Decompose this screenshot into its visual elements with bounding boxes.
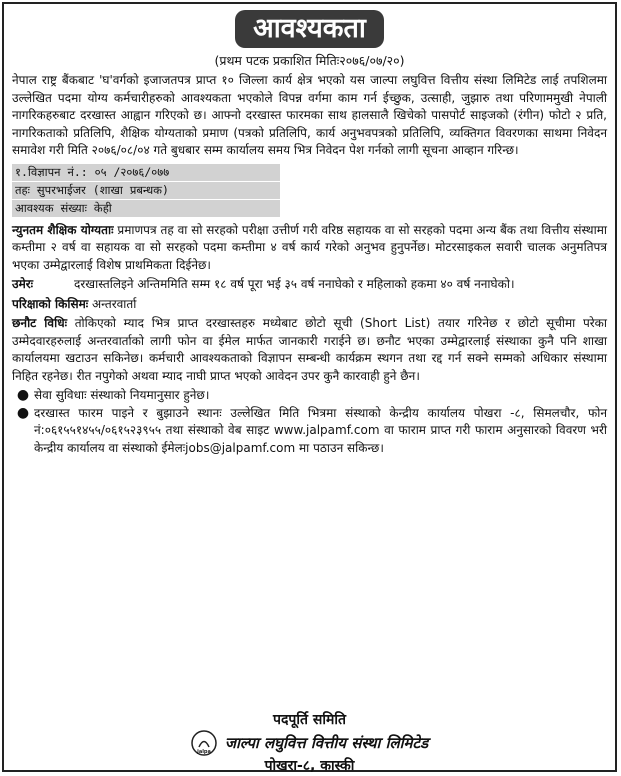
company-address: पोखरा-८, कास्की [264, 758, 355, 774]
notice-title: आवश्यकता [235, 10, 384, 48]
list-item [12, 387, 607, 405]
required-count: आवश्यक संख्याः केही [12, 200, 280, 218]
ad-number: १.विज्ञापन नं.: ०५ /२०७६/०७७ [12, 164, 280, 182]
bullet-list [12, 387, 607, 457]
exam-text: अन्तरवार्ता [88, 296, 137, 311]
age-text: दरखास्तलिइने अन्तिममिति सम्म १८ वर्ष पूरा भई ३५ वर्ष ननाघेको र महिलाको हकमा ४० वर्ष ननाघेको। [74, 277, 515, 291]
position-level: तहः सुपरभाईजर (शाखा प्रबन्धक) [12, 182, 280, 200]
jalpa-logo-icon [191, 730, 217, 756]
selection-section [12, 315, 607, 385]
age-section [12, 276, 607, 294]
exam-section [12, 296, 607, 314]
qualification-section [12, 222, 607, 275]
logo-text: jalpa [197, 749, 211, 755]
selection-text: तोकिएको म्याद भित्र प्राप्त दरखास्तहरु मध्येबाट छोटो सूची (Short List) तयार गरिनेछ र छोटो सूचीमा परेका उम्मेदवारहरुलाई अन्तरवार्ताको लागी फोन वा ईमेल मार्फत जानकारी गराईने छ। छनौट भएका उम्मेद्वारलाई संस्थाका कुनै पनि शाखा कार्यालयमा खटाउन सकिनेछ। कर्मचारी आवश्यकताको विज्ञापन सम्बन्धी कार्यक्रम स्थगन तथा रद्द गर्न सक्ने सम्मको अधिकार संस्थामा निहित रहनेछ। रीत नपुगेको अथवा म्याद नाघी प्राप्त भएको आवेदन उपर कुनै कारवाही हुने छैन। [12, 316, 607, 383]
committee-name: पदपूर्ति समिति [273, 712, 346, 728]
exam-label: परिक्षाको किसिमः [12, 296, 89, 311]
selection-label: छनौट विधिः [12, 316, 67, 330]
company-name: जाल्पा लघुवित्त वित्तीय संस्था लिमिटेड [224, 734, 429, 752]
intro-paragraph: नेपाल राष्ट्र बैंकबाट 'घ'वर्गको इजाजतपत्र प्राप्त १० जिल्ला कार्य क्षेत्र भएको यस जाल्पा लघुवित्त वित्तीय संस्था लिमिटेड लाई तपशिलमा उल्लेखित पदमा योग्य कर्मचारीहरुको आवश्यकता भएकोले विपन्न वर्गमा काम गर्न ईच्छुक, उत्साही, जुझारु तथा परिणाममुखी नेपाली नागरिकहरुबाट दरखास्त आह्वान गरिएको छ। आफ्नो दरखास्त फारमका साथ हालसालै खिचेको पासपोर्ट साइजको (रंगीन) फोटो २ प्रति, नागरिकताको प्रतिलिपि, शैक्षिक योग्यताको प्रमाण (पत्रको प्रतिलिपि, कार्य अनुभवपत्रको प्रतिलिपि, व्यक्तिगत विवरणका साथमा निवेदन समावेश गरी मिति २०७६/०८/०४ गते बुधबार सम्म कार्यालय समय भित्र निवेदन पेश गर्नको लागी सूचना आव्हान गरिन्छ। [12, 73, 607, 157]
notice-body [12, 72, 607, 457]
list-item [12, 405, 607, 458]
bullet-text: दरखास्त फारम पाइने र बुझाउने स्थानः उल्लेखित मिति भित्रमा संस्थाको केन्द्रीय कार्यालय पोखरा -८, सिमलचौर, फोन नं:०६१५५१४५५/०६१५२३९५५ तथा संस्थाको वेब साइट www.jalpamf.com वा फाराम प्राप्त गरी फाराम अनुसारको विवरण भरी केन्द्रीय कार्यालय वा संस्थाको ईमेलःjobs@jalpamf.com मा पठाउन सकिन्छ। [34, 405, 607, 455]
signature-block [4, 710, 615, 776]
vacancy-notice [2, 2, 617, 772]
publication-date: (प्रथम पटक प्रकाशित मितिः२०७६/०७/२०) [214, 53, 405, 68]
qualification-text: प्रमाणपत्र तह वा सो सरहको परीक्षा उत्तीर्ण गरी वरिष्ठ सहायक वा सो सरहको पदमा अन्य बैंक तथा वित्तीय संस्थामा कम्तीमा २ वर्ष वा सहायक वा सो सरहको पदमा कम्तीमा ४ वर्ष कार्य गरेको अनुभव हुनुपर्नेछ। मोटरसाइकल सवारी चालक अनुमतिपत्र भएका उम्मेद्वारलाई विशेष प्राथमिकता दिईनेछ। [12, 222, 607, 272]
age-label: उमेरः [12, 277, 34, 291]
bullet-icon: ● [16, 404, 30, 421]
bullet-icon: ● [16, 387, 30, 403]
vacancy-box [12, 164, 607, 218]
qualification-label: न्युनतम शैक्षिक योग्यताः [12, 222, 114, 237]
bullet-text: सेवा सुविधाः संस्थाको नियमानुसार हुनेछ। [34, 388, 210, 402]
